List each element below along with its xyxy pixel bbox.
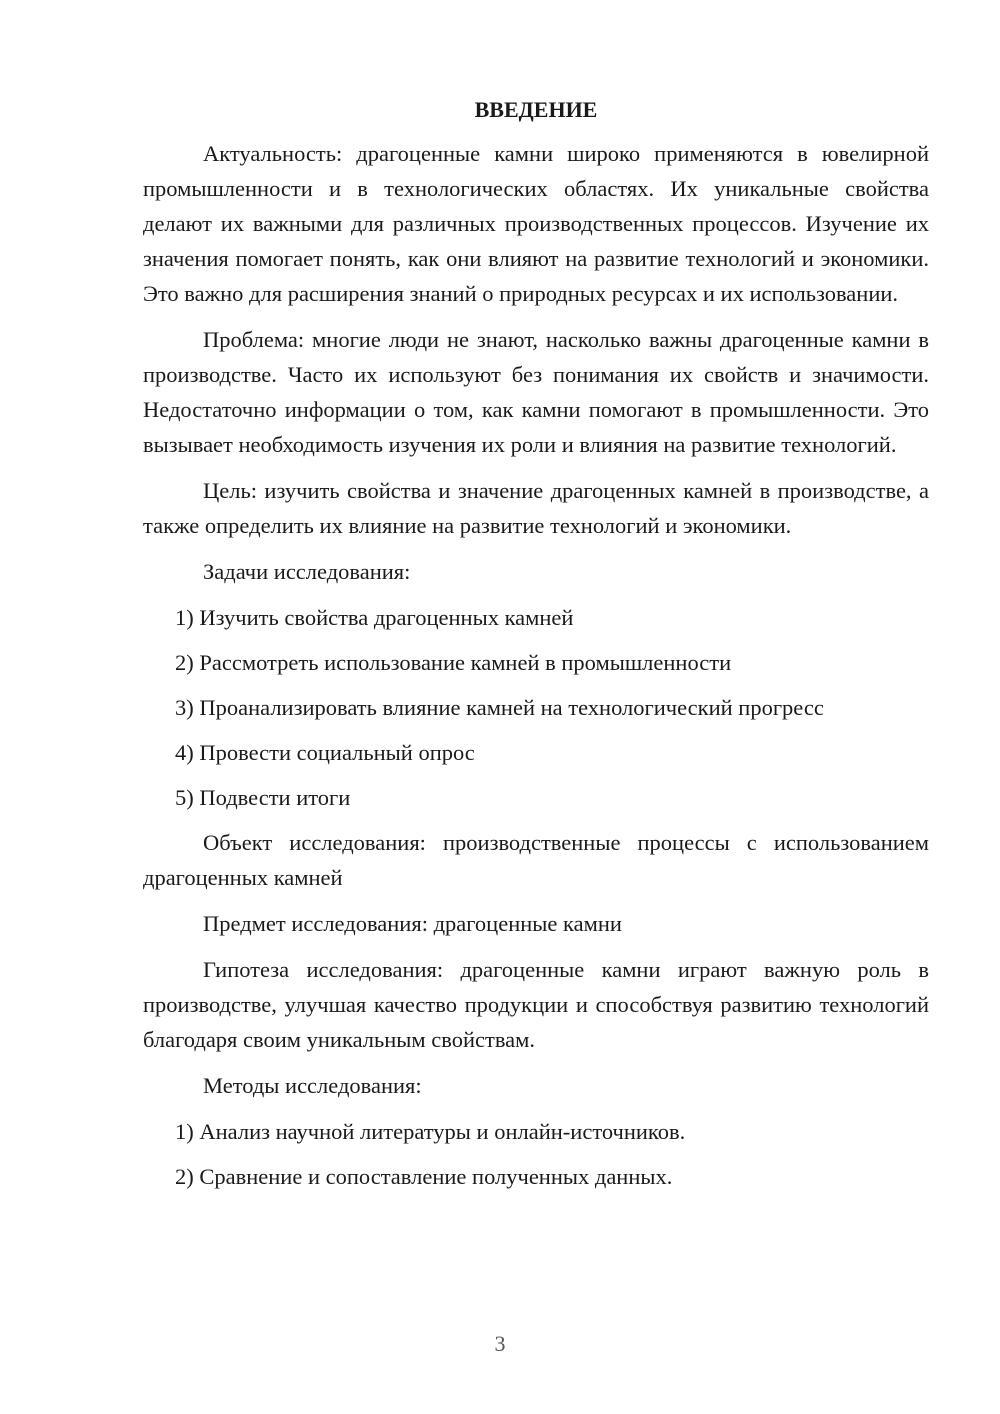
page-number: 3 xyxy=(494,1331,506,1356)
hypothesis-paragraph: Гипотеза исследования: драгоценные камни играют важную роль в производстве, улучшая качество продукции и способствуя развитию технологий благодаря своим уникальным свойствам. xyxy=(143,957,929,1052)
methods-heading: Методы исследования: xyxy=(203,1073,422,1098)
task-item: 4) Провести социальный опрос xyxy=(175,740,475,765)
task-item: 2) Рассмотреть использование камней в промышленности xyxy=(175,650,732,675)
task-item: 3) Проанализировать влияние камней на технологический прогресс xyxy=(175,695,824,720)
object-paragraph: Объект исследования: производственные процессы с использованием драгоценных камней xyxy=(143,830,929,890)
task-item: 5) Подвести итоги xyxy=(175,785,351,810)
method-item: 1) Анализ научной литературы и онлайн-источников. xyxy=(175,1119,686,1144)
goal-paragraph: Цель: изучить свойства и значение драгоценных камней в производстве, а также определить их влияние на развитие технологий и экономики. xyxy=(143,478,929,538)
tasks-heading: Задачи исследования: xyxy=(203,559,411,584)
page-title: ВВЕДЕНИЕ xyxy=(474,97,598,122)
problem-paragraph: Проблема: многие люди не знают, насколько важны драгоценные камни в производстве. Часто их используют без понимания их свойств и значимости. Недостаточно информации о том, как камни помогают в промышленности. Это вызывает необходимость изучения их роли и влияния на развитие технологий. xyxy=(143,327,929,457)
task-item: 1) Изучить свойства драгоценных камней xyxy=(175,605,574,630)
method-item: 2) Сравнение и сопоставление полученных данных. xyxy=(175,1164,673,1189)
subject-paragraph: Предмет исследования: драгоценные камни xyxy=(203,911,622,936)
document-page xyxy=(143,92,929,1204)
relevance-paragraph: Актуальность: драгоценные камни широко применяются в ювелирной промышленности и в технологических областях. Их уникальные свойства делают их важными для различных производственных процессов. Изучение их значения помогает понять, как они влияют на развитие технологий и экономики. Это важно для расширения знаний о природных ресурсах и их использовании. xyxy=(143,141,929,306)
